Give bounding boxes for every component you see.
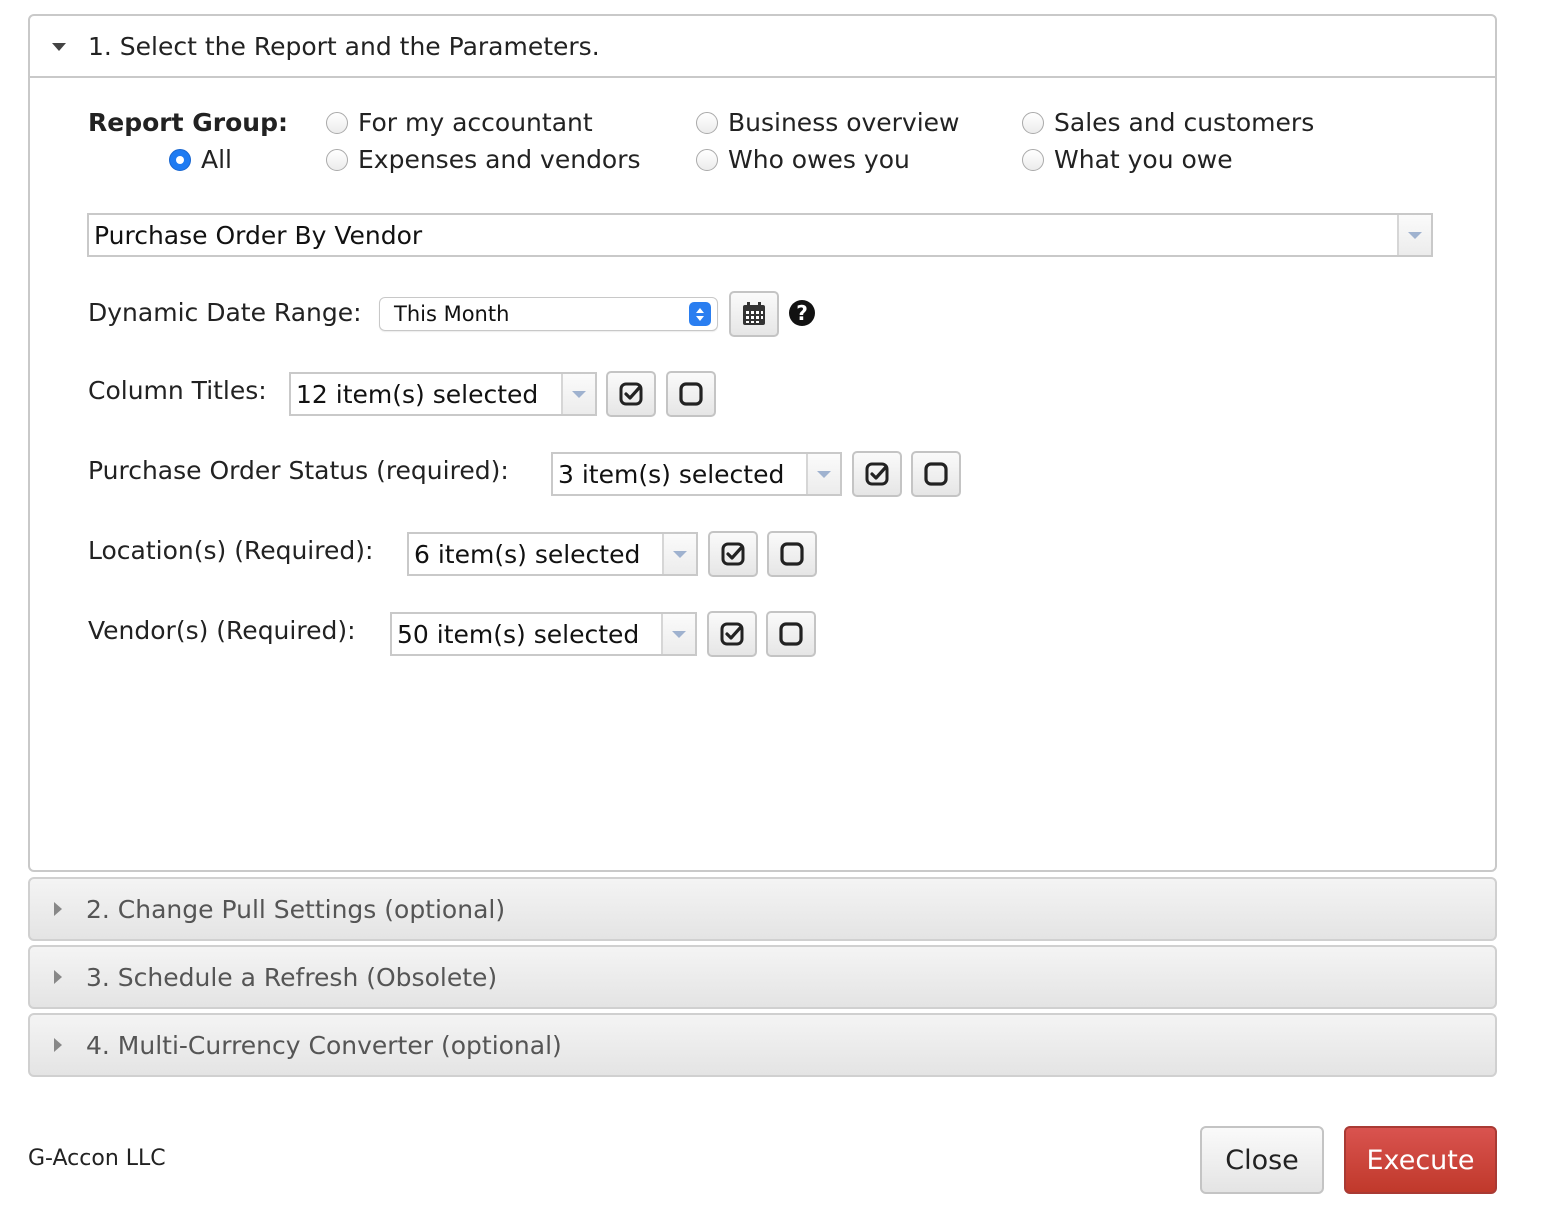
column-titles-value: 12 item(s) selected (296, 379, 539, 409)
po-status-label: Purchase Order Status (required): (88, 456, 509, 485)
radio-who-owes-you[interactable] (696, 145, 910, 174)
vendors-label: Vendor(s) (Required): (88, 616, 356, 645)
dropdown-arrow-icon[interactable] (661, 614, 695, 654)
section-select-report (28, 14, 1497, 872)
radio-button-icon[interactable] (696, 149, 718, 171)
date-range-select[interactable] (379, 297, 718, 331)
column-titles-select-all-button[interactable] (606, 371, 656, 417)
locations-multiselect[interactable] (407, 532, 698, 576)
radio-label: All (201, 145, 232, 174)
date-range-label: Dynamic Date Range: (88, 298, 362, 327)
expand-triangle-icon (54, 1038, 62, 1052)
radio-label: What you owe (1054, 145, 1233, 174)
vendors-deselect-all-button[interactable] (766, 611, 816, 657)
section-4-header[interactable] (28, 1013, 1497, 1077)
vendors-multiselect[interactable] (390, 612, 697, 656)
radio-what-you-owe[interactable] (1022, 145, 1233, 174)
select-spinner-icon (689, 302, 711, 326)
radio-all[interactable] (169, 145, 232, 174)
column-titles-deselect-all-button[interactable] (666, 371, 716, 417)
radio-button-icon[interactable] (326, 149, 348, 171)
dropdown-arrow-icon[interactable] (662, 534, 696, 574)
column-titles-label: Column Titles: (88, 376, 267, 405)
radio-business-overview[interactable] (696, 108, 960, 137)
radio-button-icon[interactable] (326, 112, 348, 134)
checked-box-icon (719, 621, 745, 647)
checked-box-icon (618, 381, 644, 407)
company-name: G-Accon LLC (28, 1146, 166, 1171)
section-1-title: 1. Select the Report and the Parameters. (88, 31, 600, 61)
dropdown-arrow-icon[interactable] (1397, 215, 1431, 255)
section-1-header[interactable] (30, 16, 1495, 78)
radio-button-icon[interactable] (1022, 112, 1044, 134)
dropdown-arrow-icon[interactable] (806, 454, 840, 494)
empty-box-icon (779, 541, 805, 567)
empty-box-icon (678, 381, 704, 407)
radio-label: For my accountant (358, 108, 593, 137)
dropdown-arrow-icon[interactable] (561, 374, 595, 414)
radio-label: Business overview (728, 108, 960, 137)
checked-box-icon (720, 541, 746, 567)
locations-value: 6 item(s) selected (414, 539, 641, 569)
section-2-title: 2. Change Pull Settings (optional) (86, 894, 506, 924)
empty-box-icon (923, 461, 949, 487)
section-2-header[interactable] (28, 877, 1497, 941)
po-status-multiselect[interactable] (551, 452, 842, 496)
expand-triangle-icon (54, 902, 62, 916)
section-3-header[interactable] (28, 945, 1497, 1009)
close-button[interactable]: Close (1200, 1126, 1324, 1194)
checked-box-icon (864, 461, 890, 487)
po-status-select-all-button[interactable] (852, 451, 902, 497)
section-3-title: 3. Schedule a Refresh (Obsolete) (86, 962, 498, 992)
radio-sales-and-customers[interactable] (1022, 108, 1314, 137)
report-select-value: Purchase Order By Vendor (94, 220, 423, 250)
report-group-label: Report Group: (88, 108, 288, 137)
radio-label: Sales and customers (1054, 108, 1315, 137)
empty-box-icon (778, 621, 804, 647)
locations-label: Location(s) (Required): (88, 536, 374, 565)
radio-button-icon[interactable] (1022, 149, 1044, 171)
execute-button[interactable]: Execute (1344, 1126, 1497, 1194)
po-status-value: 3 item(s) selected (558, 459, 785, 489)
radio-label: Who owes you (728, 145, 910, 174)
column-titles-multiselect[interactable] (289, 372, 597, 416)
section-4-title: 4. Multi-Currency Converter (optional) (86, 1030, 562, 1060)
radio-label: Expenses and vendors (358, 145, 641, 174)
vendors-value: 50 item(s) selected (397, 619, 640, 649)
vendors-select-all-button[interactable] (707, 611, 757, 657)
calendar-icon (741, 301, 767, 327)
locations-select-all-button[interactable] (708, 531, 758, 577)
po-status-deselect-all-button[interactable] (911, 451, 961, 497)
radio-button-checked-icon[interactable] (169, 149, 191, 171)
report-select[interactable] (87, 213, 1433, 257)
date-range-value: This Month (394, 302, 510, 326)
collapse-triangle-icon (52, 43, 66, 51)
radio-expenses-and-vendors[interactable] (326, 145, 641, 174)
radio-button-icon[interactable] (696, 112, 718, 134)
locations-deselect-all-button[interactable] (767, 531, 817, 577)
help-icon[interactable]: ? (789, 300, 815, 326)
radio-for-my-accountant[interactable] (326, 108, 593, 137)
expand-triangle-icon (54, 970, 62, 984)
calendar-button[interactable] (729, 291, 779, 337)
